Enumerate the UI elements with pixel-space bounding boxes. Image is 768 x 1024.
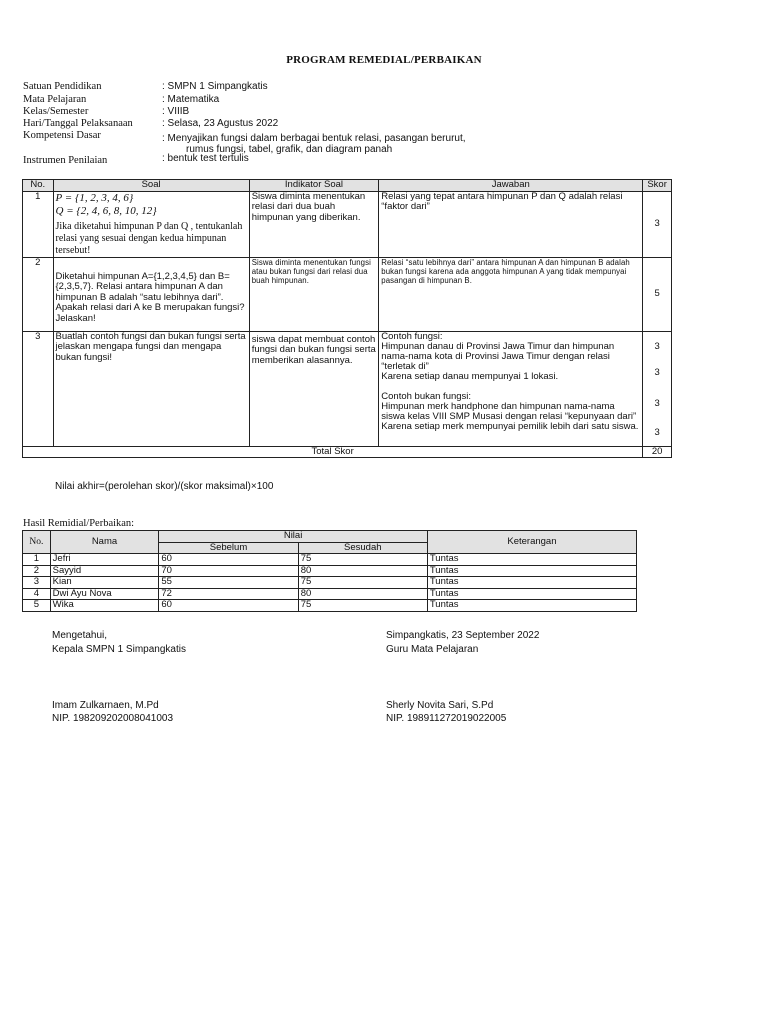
set-p-formula: P = {1, 2, 3, 4, 6}: [55, 191, 134, 204]
header-soal: Soal: [53, 180, 249, 192]
header-nama: Nama: [50, 531, 159, 554]
cell-nama: Kian: [50, 577, 159, 589]
info-label: Satuan Pendidikan: [23, 81, 102, 92]
table-header-row: [23, 531, 637, 543]
signature-left: [52, 630, 186, 725]
total-label: Total Skor: [23, 446, 643, 458]
sig-right-name: Sherly Novita Sari, S.Pd: [386, 700, 494, 711]
info-label: Hari/Tanggal Pelaksanaan: [23, 118, 133, 129]
skor-item: 3: [654, 426, 660, 438]
cell-sesudah: 80: [298, 565, 427, 577]
cell-keterangan: Tuntas: [427, 600, 636, 612]
soal-text: Jika diketahui himpunan P dan Q , tentukanlah relasi yang sesuai dengan kedua himpunan tersebut!: [55, 220, 243, 256]
sig-left-line1: Mengetahui,: [52, 630, 108, 641]
hasil-label: Hasil Remidial/Perbaikan:: [23, 518, 135, 529]
row-soal: Diketahui himpunan A={1,2,3,4,5} dan B={2,3,5,7}. Relasi antara himpunan A dan himpunan B adalah “satu lebihnya dari”. Apakah relasi dari A ke B merupakan fungsi? Jelaskan!: [53, 257, 249, 331]
header-skor: Skor: [643, 180, 672, 192]
sig-left-nip: NIP. 198209202008041003: [52, 713, 174, 724]
info-value: : Selasa, 23 Agustus 2022: [162, 118, 279, 129]
set-q-formula: Q = {2, 4, 6, 8, 10, 12}: [55, 204, 157, 217]
row-soal: Buatlah contoh fungsi dan bukan fungsi serta jelaskan mengapa fungsi dan mengapa bukan fungsi!: [53, 331, 249, 446]
row-jawaban: Relasi yang tepat antara himpunan P dan Q adalah relasi “faktor dari”: [379, 191, 643, 257]
sig-right-line1: Simpangkatis, 23 September 2022: [386, 630, 540, 641]
skor-item: 3: [654, 366, 660, 378]
info-value: : SMPN 1 Simpangkatis: [162, 81, 268, 92]
cell-no: 3: [23, 577, 51, 589]
row-skor: 5: [643, 257, 672, 331]
table-row: [23, 565, 637, 577]
info-value-continued: rumus fungsi, tabel, grafik, dan diagram panah: [186, 144, 393, 155]
table-header-row: [23, 180, 672, 192]
sig-left-name: Imam Zulkarnaen, M.Pd: [52, 700, 159, 711]
row-indikator: siswa dapat membuat contoh fungsi dan bukan fungsi serta memberikan alasannya.: [249, 331, 379, 446]
table-row: [23, 577, 637, 589]
table-row: [23, 191, 672, 257]
row-skor: 3: [643, 191, 672, 257]
table-row: [23, 588, 637, 600]
cell-sesudah: 75: [298, 600, 427, 612]
header-sebelum: Sebelum: [159, 542, 298, 554]
cell-keterangan: Tuntas: [427, 565, 636, 577]
header-indikator: Indikator Soal: [249, 180, 379, 192]
cell-no: 5: [23, 600, 51, 612]
cell-sebelum: 60: [159, 554, 298, 566]
info-value: : VIIIB: [162, 106, 190, 117]
info-value: : Menyajikan fungsi dalam berbagai bentuk relasi, pasangan berurut,: [162, 133, 466, 144]
cell-nama: Jefri: [50, 554, 159, 566]
row-jawaban: Relasi “satu lebihnya dari” antara himpunan A dan himpunan B adalah bukan fungsi karena ada anggota himpunan A yang tidak mempunyai pasangan di himpunan B.: [379, 257, 643, 331]
sig-right-nip: NIP. 198911272019022005: [386, 713, 507, 724]
info-label: Instrumen Penilaian: [23, 155, 108, 166]
cell-keterangan: Tuntas: [427, 554, 636, 566]
signature-right: [386, 630, 539, 725]
header-sesudah: Sesudah: [298, 542, 427, 554]
cell-no: 2: [23, 565, 51, 577]
cell-sesudah: 80: [298, 588, 427, 600]
row-no: 3: [23, 331, 54, 446]
cell-nama: Wika: [50, 600, 159, 612]
total-row: [23, 446, 672, 458]
row-skor: [643, 331, 672, 446]
row-indikator: Siswa diminta menentukan relasi dari dua buah himpunan yang diberikan.: [249, 191, 379, 257]
header-nilai: Nilai: [159, 531, 428, 543]
header-keterangan: Keterangan: [427, 531, 636, 554]
nilai-table: [22, 530, 637, 612]
cell-keterangan: Tuntas: [427, 577, 636, 589]
cell-sebelum: 60: [159, 600, 298, 612]
total-value: 20: [643, 446, 672, 458]
cell-nama: Sayyid: [50, 565, 159, 577]
header-no: No.: [23, 180, 54, 192]
nilai-formula: Nilai akhir=(perolehan skor)/(skor maksimal)×100: [55, 481, 274, 492]
skor-item: 3: [654, 340, 660, 352]
info-value: : bentuk test tertulis: [162, 153, 249, 164]
cell-sebelum: 72: [159, 588, 298, 600]
info-label: Kompetensi Dasar: [23, 130, 101, 141]
soal-table: [22, 179, 672, 458]
cell-keterangan: Tuntas: [427, 588, 636, 600]
jawaban-line: Contoh bukan fungsi:: [381, 390, 472, 402]
jawaban-spacer: [381, 382, 640, 392]
row-indikator: Siswa diminta menentukan fungsi atau bukan fungsi dari relasi dua buah himpunan.: [249, 257, 379, 331]
header-jawaban: Jawaban: [379, 180, 643, 192]
row-jawaban: [379, 331, 643, 446]
cell-sebelum: 55: [159, 577, 298, 589]
cell-nama: Dwi Ayu Nova: [50, 588, 159, 600]
cell-sebelum: 70: [159, 565, 298, 577]
info-label: Kelas/Semester: [23, 106, 89, 117]
document-title: PROGRAM REMEDIAL/PERBAIKAN: [286, 54, 482, 66]
jawaban-line: Karena setiap merk mempunyai pemilik lebih dari satu siswa.: [381, 420, 639, 432]
info-label: Mata Pelajaran: [23, 94, 87, 105]
row-no: 1: [23, 191, 54, 257]
table-row: [23, 554, 637, 566]
table-row: [23, 331, 672, 446]
cell-no: 1: [23, 554, 51, 566]
sig-left-line2: Kepala SMPN 1 Simpangkatis: [52, 644, 186, 655]
row-soal: [53, 191, 249, 257]
cell-sesudah: 75: [298, 554, 427, 566]
jawaban-line: Karena setiap danau mempunyai 1 lokasi.: [381, 370, 559, 382]
table-row: [23, 257, 672, 331]
skor-item: 3: [654, 397, 660, 409]
jawaban-line: Himpunan danau di Provinsi Jawa Timur dan himpunan nama-nama kota di Provinsi Jawa Timur dengan relasi “terletak di”: [381, 340, 615, 372]
row-no: 2: [23, 257, 54, 331]
cell-no: 4: [23, 588, 51, 600]
info-value: : Matematika: [162, 94, 220, 105]
header-no: No.: [23, 531, 51, 554]
cell-sesudah: 75: [298, 577, 427, 589]
table-row: [23, 600, 637, 612]
sig-right-line2: Guru Mata Pelajaran: [386, 644, 479, 655]
jawaban-line: Contoh fungsi:: [381, 330, 443, 342]
jawaban-line: Himpunan merk handphone dan himpunan nama-nama siswa kelas VIII SMP Musasi dengan relasi “kepunyaan dari”: [381, 400, 637, 422]
